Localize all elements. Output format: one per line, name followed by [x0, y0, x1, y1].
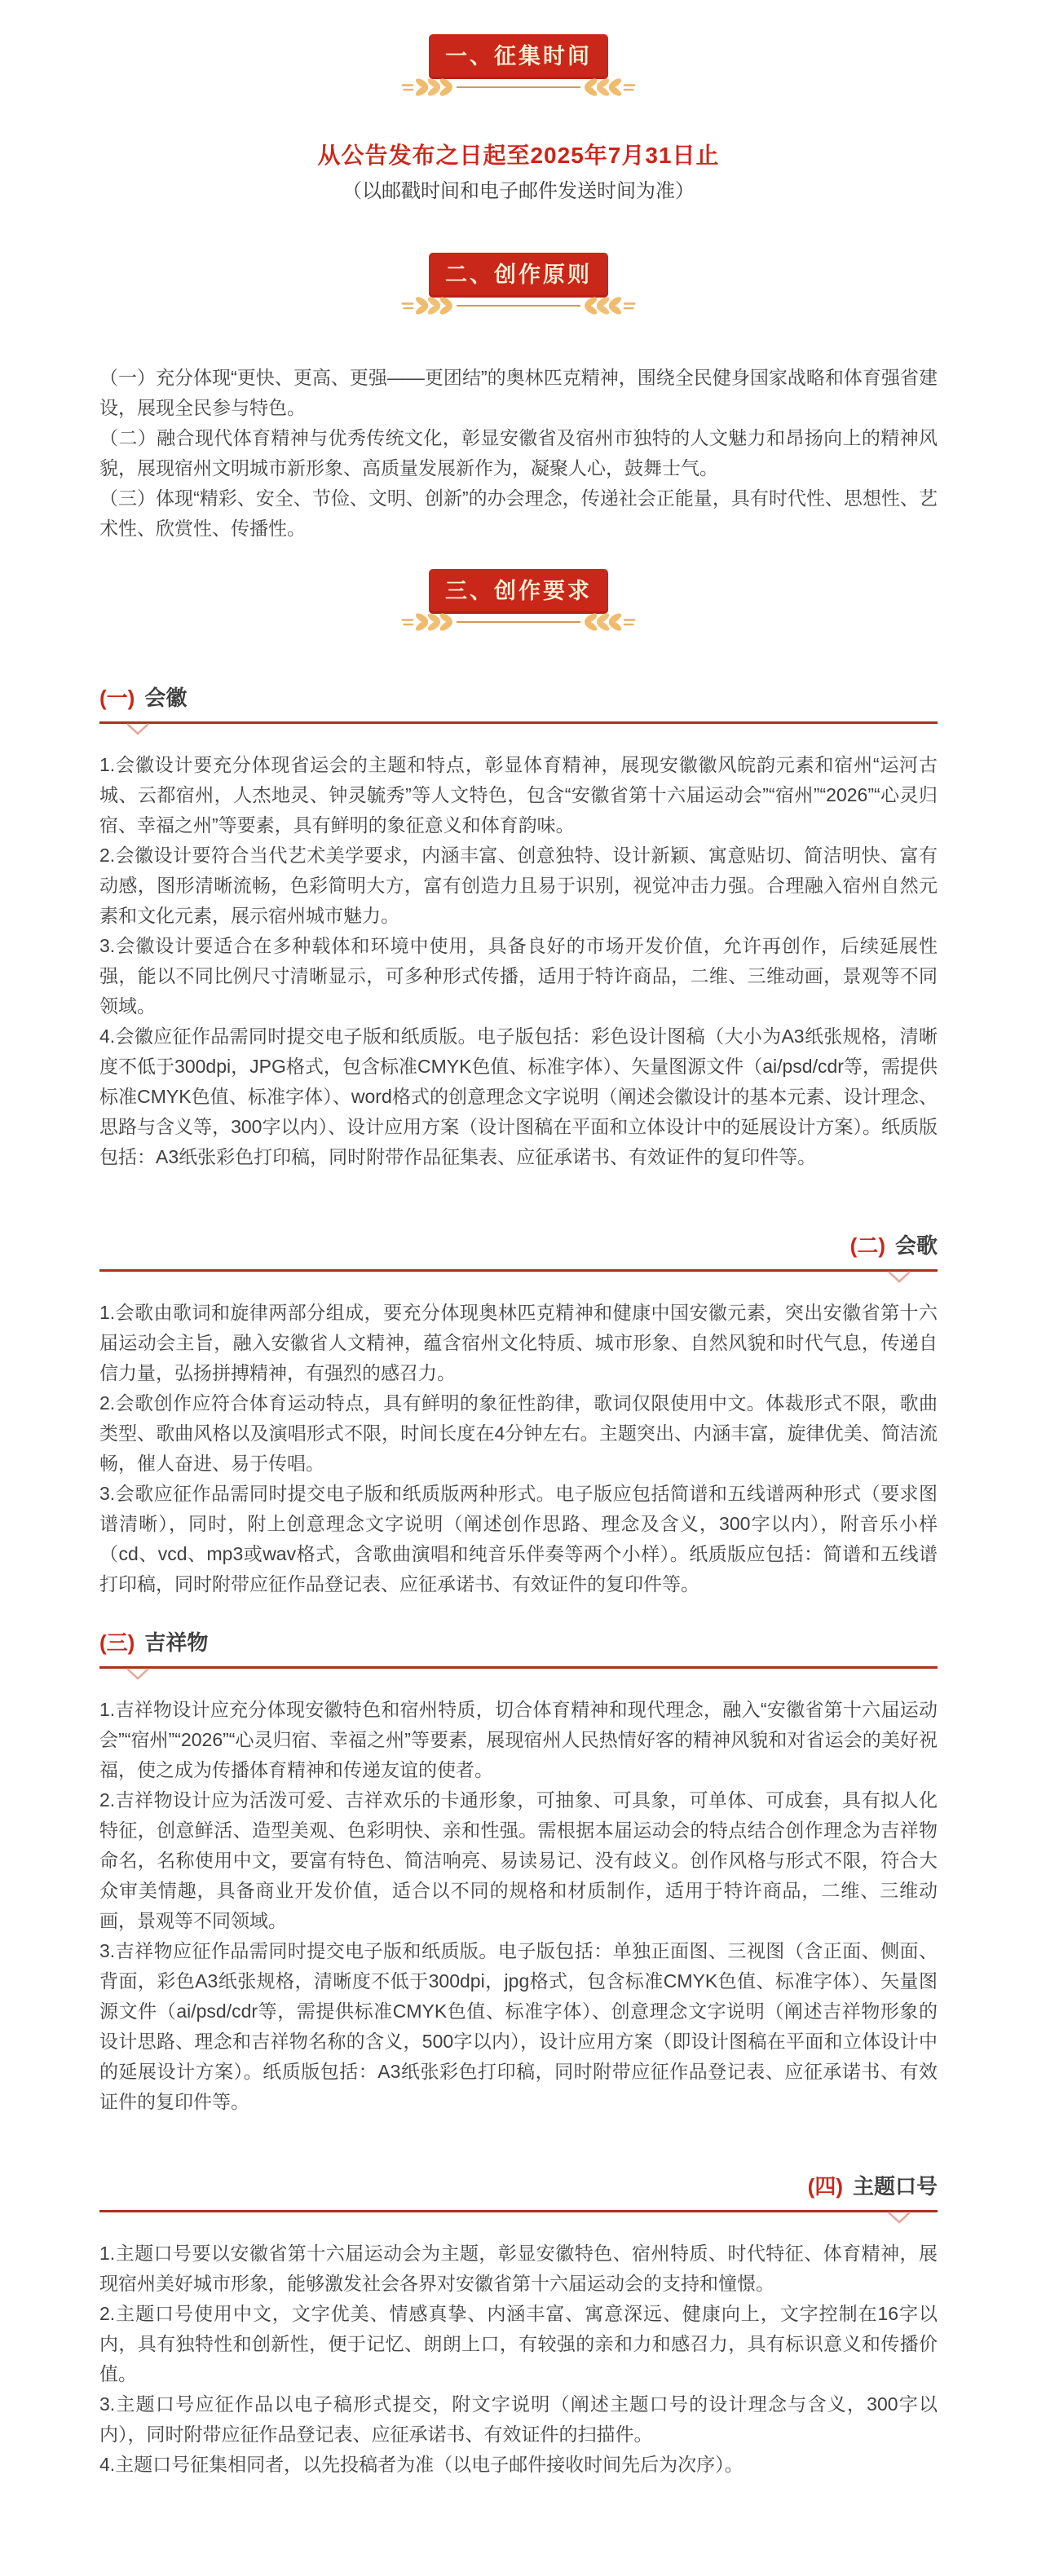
emblem-item-3: 3.会徽设计要适合在多种载体和环境中使用，具备良好的市场开发价值，允许再创作，后续延展性强，能以不同比例尺寸清晰显示，可多种形式传播，适用于特许商品，二维、三维动画，景观等不同领域。: [99, 935, 938, 1017]
section-mascot-title: 吉祥物: [144, 1630, 209, 1655]
anthem-item-1: 1.会歌由歌词和旋律两部分组成，要充分体现奥林匹克精神和健康中国安徽元素，突出安徽省第十六届运动会主旨，融入安徽省人文精神，蕴含宿州文化特质、城市形象、自然风貌和时代气息，传递自信力量，弘扬拼搏精神，有强烈的感召力。: [99, 1302, 938, 1383]
section-slogan-paragraphs: [99, 2239, 938, 2480]
wheat-right-icon: [582, 77, 636, 98]
chevron-down-icon: [887, 1271, 911, 1284]
principle-item-2: （二）融合现代体育精神与优秀传统文化，彰显安徽省及宿州市独特的人文魅力和昂扬向上的精神风貌，展现宿州文明城市新形象、高质量发展新作为，凝聚人心，鼓舞士气。: [99, 427, 938, 479]
mascot-item-2: 2.吉祥物设计应为活泼可爱、吉祥欢乐的卡通形象，可抽象、可具象，可单体、可成套，具有拟人化特征，创意鲜活、造型美观、色彩明快、亲和性强。需根据本届运动会的特点结合创作理念为吉祥物命名，名称使用中文，要富有特色、简洁响亮、易读易记、没有歧义。创作风格与形式不限，符合大众审美情趣，具备商业开发价值，适合以不同的规格和材质制作，适用于特许商品，二维、三维动画，景观等不同领域。: [99, 1789, 938, 1931]
decoration-line: [457, 86, 580, 88]
wheat-right-icon: [582, 295, 636, 316]
deadline-note: （以邮戳时间和电子邮件发送时间为准）: [342, 180, 695, 202]
banner-collection-time-label: 一、征集时间: [429, 34, 608, 79]
banner-creation-principles: [0, 253, 1037, 316]
section-underline: [99, 721, 938, 724]
mascot-item-1: 1.吉祥物设计应充分体现安徽特色和宿州特质，切合体育精神和现代理念，融入“安徽省第十六届运动会”“宿州”“2026”“心灵归宿、幸福之州”等要素，展现宿州人民热情好客的精神风貌和对省运会的美好祝福，使之成为传播体育精神和传递友谊的使者。: [99, 1699, 938, 1780]
emblem-item-2: 2.会徽设计要符合当代艺术美学要求，内涵丰富、创意独特、设计新颖、寓意贴切、简洁明快、富有动感，图形清晰流畅，色彩简明大方，富有创造力且易于识别，视觉冲击力强。合理融入宿州自然元素和文化元素，展示宿州城市魅力。: [99, 845, 938, 926]
slogan-item-3: 3.主题口号应征作品以电子稿形式提交，附文字说明（阐述主题口号的设计理念与含义，300字以内），同时附带应征作品登记表、应征承诺书、有效证件的扫描件。: [99, 2393, 938, 2445]
emblem-item-4: 4.会徽应征作品需同时提交电子版和纸质版。电子版包括：彩色设计图稿（大小为A3纸张规格，清晰度不低于300dpi，JPG格式，包含标准CMYK色值、标准字体）、矢量图源文件（ai/psd/cdr等，需提供标准CMYK色值、标准字体）、word格式的创意理念文字说明（阐述会徽设计的基本元素、设计理念、思路与含义等，300字以内）、设计应用方案（设计图稿在平面和立体设计中的延展设计方案）。纸质版包括：A3纸张彩色打印稿，同时附带作品征集表、应征承诺书、有效证件的复印件等。: [99, 1026, 938, 1167]
section-header-mascot: [99, 1629, 938, 1669]
section-header-emblem: [99, 684, 938, 724]
banner-decoration: [0, 77, 1037, 98]
wheat-left-icon: [401, 295, 455, 316]
principle-item-3: （三）体现“精彩、安全、节俭、文明、创新”的办会理念，传递社会正能量，具有时代性、思想性、艺术性、欣赏性、传播性。: [99, 487, 938, 539]
wheat-right-icon: [582, 611, 636, 633]
section-slogan-number: (四): [807, 2174, 843, 2199]
section-underline: [99, 2210, 938, 2212]
section-mascot-paragraphs: [99, 1695, 938, 2117]
section-mascot-number: (三): [99, 1630, 135, 1655]
slogan-item-1: 1.主题口号要以安徽省第十六届运动会为主题，彰显安徽特色、宿州特质、时代特征、体育精神，展现宿州美好城市形象，能够激发社会各界对安徽省第十六届运动会的支持和憧憬。: [99, 2243, 938, 2294]
section-anthem-title: 会歌: [894, 1233, 938, 1258]
banner-decoration: [0, 295, 1037, 316]
section-anthem-paragraphs: [99, 1298, 938, 1599]
decoration-line: [457, 621, 580, 623]
chevron-down-icon: [126, 1668, 150, 1681]
section-emblem-number: (一): [99, 686, 135, 710]
section-slogan-title: 主题口号: [852, 2174, 938, 2199]
wheat-left-icon: [401, 611, 455, 633]
banner-collection-time: [0, 34, 1037, 98]
principle-item-1: （一）充分体现“更快、更高、更强——更团结”的奥林匹克精神，围绕全民健身国家战略和体育强省建设，展现全民参与特色。: [99, 367, 938, 418]
anthem-item-2: 2.会歌创作应符合体育运动特点，具有鲜明的象征性韵律，歌词仅限使用中文。体裁形式不限，歌曲类型、歌曲风格以及演唱形式不限，时间长度在4分钟左右。主题突出、内涵丰富，旋律优美、简洁流畅，催人奋进、易于传唱。: [99, 1392, 938, 1474]
emblem-item-1: 1.会徽设计要充分体现省运会的主题和特点，彰显体育精神，展现安徽徽风皖韵元素和宿州“运河古城、云都宿州，人杰地灵、钟灵毓秀”等人文特色，包含“安徽省第十六届运动会”“宿州”“2026”“心灵归宿、幸福之州”等要素，具有鲜明的象征意义和体育韵味。: [99, 754, 938, 836]
banner-creation-requirements: [0, 569, 1037, 633]
chevron-down-icon: [126, 723, 150, 736]
section-anthem-number: (二): [849, 1233, 885, 1258]
banner-creation-principles-label: 二、创作原则: [429, 253, 608, 298]
section-header-anthem: [99, 1232, 938, 1272]
section-emblem-paragraphs: [99, 750, 938, 1172]
slogan-item-2: 2.主题口号使用中文，文字优美、情感真挚、内涵丰富、寓意深远、健康向上，文字控制在16字以内，具有独特性和创新性，便于记忆、朗朗上口，有较强的亲和力和感召力，具有标识意义和传播价值。: [99, 2303, 938, 2384]
section-header-slogan: [99, 2172, 938, 2212]
slogan-item-4: 4.主题口号征集相同者，以先投稿者为准（以电子邮件接收时间先后为次序）。: [99, 2454, 744, 2475]
chevron-down-icon: [887, 2212, 911, 2225]
banner-decoration: [0, 611, 1037, 633]
anthem-item-3: 3.会歌应征作品需同时提交电子版和纸质版两种形式。电子版应包括简谱和五线谱两种形式（要求图谱清晰），同时，附上创意理念文字说明（阐述创作思路、理念及含义，300字以内），附音乐小样（cd、vcd、mp3或wav格式，含歌曲演唱和纯音乐伴奏等两个小样）。纸质版应包括：简谱和五线谱打印稿，同时附带应征作品登记表、应征承诺书、有效证件的复印件等。: [99, 1483, 938, 1595]
decoration-line: [457, 305, 580, 307]
deadline-text: 从公告发布之日起至2025年7月31日止: [317, 143, 720, 168]
wheat-left-icon: [401, 77, 455, 98]
section-underline: [99, 1666, 938, 1669]
mascot-item-3: 3.吉祥物应征作品需同时提交电子版和纸质版。电子版包括：单独正面图、三视图（含正面、侧面、背面，彩色A3纸张规格，清晰度不低于300dpi，jpg格式，包含标准CMYK色值、标准字体）、矢量图源文件（ai/psd/cdr等，需提供标准CMYK色值、标准字体）、创意理念文字说明（阐述吉祥物形象的设计思路、理念和吉祥物名称的含义，500字以内），设计应用方案（即设计图稿在平面和立体设计中的延展设计方案）。纸质版包括：A3纸张彩色打印稿，同时附带应征作品登记表、应征承诺书、有效证件的复印件等。: [99, 1940, 938, 2112]
section-emblem-title: 会徽: [144, 686, 188, 710]
banner-creation-requirements-label: 三、创作要求: [429, 569, 608, 614]
section-underline: [99, 1269, 938, 1272]
principles-paragraphs: [99, 363, 938, 544]
